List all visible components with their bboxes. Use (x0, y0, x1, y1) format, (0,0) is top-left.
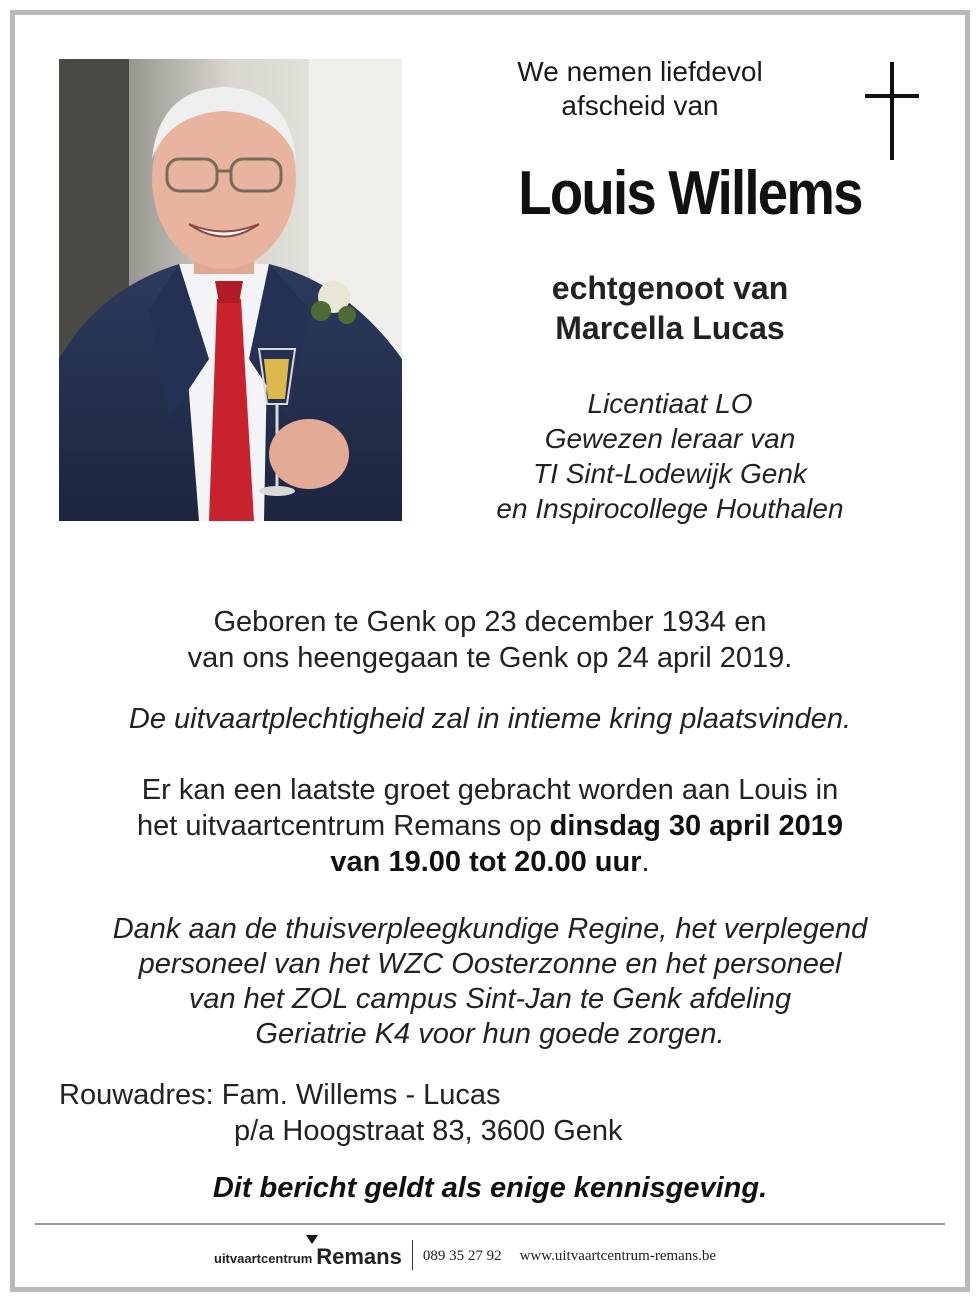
titles-text (450, 386, 890, 526)
title-line: Gewezen leraar van (544, 423, 796, 454)
thanks-line: Dank aan de thuisverpleegkundige Regine, het verplegend (112, 913, 868, 945)
greeting-time: van 19.00 tot 20.00 uur (330, 846, 642, 878)
thanks-line: van het ZOL campus Sint-Jan te Genk afdeling (188, 983, 792, 1015)
intro-line: We nemen liefdevol (517, 56, 763, 87)
intro-line: afscheid van (561, 90, 719, 121)
born-line: Geboren te Genk op 23 december 1934 en (213, 606, 767, 638)
mourning-address (59, 1077, 623, 1149)
closing-text: Dit bericht geldt als enige kennisgeving. (212, 1172, 768, 1204)
footer (214, 1232, 716, 1272)
greeting-line: Er kan een laatste groet gebracht worden aan Louis in (141, 774, 839, 806)
greeting-date: dinsdag 30 april 2019 (549, 810, 843, 842)
phone-number: 089 35 27 92 (422, 1248, 502, 1264)
portrait-photo (59, 59, 402, 521)
thanks-text (40, 912, 940, 1052)
birth-death-text (40, 604, 940, 676)
title-line: Licentiaat LO (587, 388, 753, 419)
brand-prefix: uitvaartcentrum (214, 1251, 313, 1266)
greeting-line (40, 808, 940, 844)
spouse-text (470, 268, 870, 348)
brand-name-text: Remans (316, 1244, 402, 1269)
title-line: en Inspirocollege Houthalen (496, 493, 844, 524)
footer-divider (35, 1223, 945, 1225)
greeting-prefix: het uitvaartcentrum Remans op (136, 810, 550, 842)
spouse-line: Marcella Lucas (555, 310, 785, 346)
triangle-marker-icon (306, 1235, 318, 1244)
greeting-line (40, 844, 940, 880)
address-line: p/a Hoogstraat 83, 3600 Genk (234, 1115, 623, 1147)
ceremony-text: De uitvaartplechtigheid zal in intieme kring plaatsvinden. (128, 703, 852, 735)
title-line: TI Sint-Lodewijk Genk (533, 458, 807, 489)
cross-icon (862, 62, 922, 160)
address-line: Rouwadres: Fam. Willems - Lucas (59, 1079, 501, 1111)
thanks-line: personeel van het WZC Oosterzonne en het personeel (138, 948, 842, 980)
spouse-line: echtgenoot van (551, 270, 789, 306)
greeting-suffix: . (641, 846, 650, 878)
greeting-text (40, 772, 940, 880)
footer-separator (412, 1240, 413, 1270)
intro-text (440, 55, 840, 123)
thanks-line: Geriatrie K4 voor hun goede zorgen. (255, 1018, 725, 1050)
deceased-name: Louis Willems (518, 159, 862, 228)
website-link[interactable]: www.uitvaartcentrum-remans.be (519, 1248, 717, 1264)
brand-name (316, 1244, 402, 1270)
born-line: van ons heengegaan te Genk op 24 april 2019. (187, 642, 793, 674)
